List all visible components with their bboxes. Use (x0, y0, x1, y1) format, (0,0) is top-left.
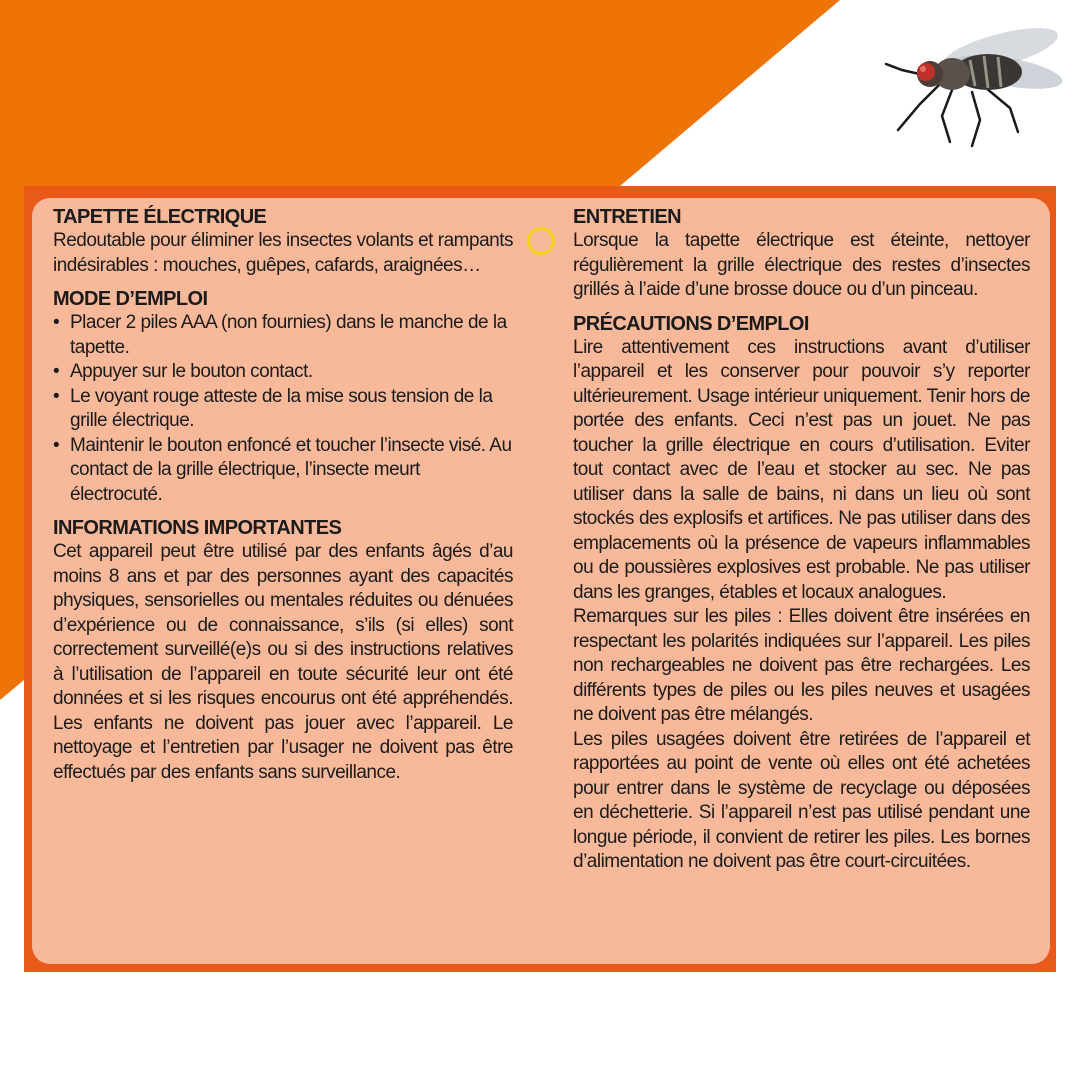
mode-emploi-list (53, 311, 513, 507)
section-title-tapette: TAPETTE ÉLECTRIQUE (53, 206, 267, 228)
section-title-informations: INFORMATIONS IMPORTANTES (53, 517, 342, 539)
highlight-circle-icon (527, 227, 555, 255)
right-column (573, 205, 1030, 875)
section-text-precautions: Lire attentivement ces instructions avant d’utiliser l’appareil et les conserver pour pouvoir s’y reporter ultérieurement. Usage intérieur uniquement. Tenir hors de portée des enfants. Ceci n’est pas un jouet. Ne pas toucher la grille électrique en cours d’utilisation. Eviter tout contact avec de l’eau et stocker au sec. Ne pas utiliser dans la salle de bains, ni dans un lieu où sont stockés des explosifs et artifices. Ne pas utiliser dans des emplacements où la présence de vapeurs inflammables ou de poussières explosives est probable. Ne pas utiliser dans les granges, étables et locaux analogues. (573, 336, 1030, 603)
list-item: • Placer 2 piles AAA (non fournies) dans le manche de la tapette. (53, 311, 513, 360)
section-text-piles-recyclage: Les piles usagées doivent être retirées de l’appareil et rapportées au point de vente où elles ont été achetées pour entrer dans le système de recyclage ou déposées en déchetterie. Si l’appareil n’est pas utilisé pendant une longue période, il convient de retirer les piles. Les bornes d’alimentation ne doivent pas être court-circuitées. (573, 728, 1030, 872)
section-text-tapette: Redoutable pour éliminer les insectes volants et rampants indésirables : mouches, guêpes, cafards, araignées… (53, 230, 513, 276)
section-text-informations: Cet appareil peut être utilisé par des enfants âgés d’au moins 8 ans et par des personnes ayant des capacités physiques, sensorielles ou mentales réduites ou dénuées d’expérience ou de connaissance, s’ils (si elles) sont correctement surveillé(e)s ou si des instructions relatives à l’utilisation de l’appareil en toute sécurité leur ont été données et si les risques encourus ont été appréhendés. Les enfants ne doivent pas jouer avec l’appareil. Le nettoyage et l’entretien par l’usager ne doivent pas être effectués par des enfants sans surveillance. (53, 541, 513, 783)
section-text-piles-remarques: Remarques sur les piles : Elles doivent être insérées en respectant les polarités indiquées sur l’appareil. Les piles non rechargeables ne doivent pas être rechargées. Les différents types de piles ou les piles neuves et usagées ne doivent pas être mélangés. (573, 606, 1030, 725)
section-title-mode-emploi: MODE D’EMPLOI (53, 288, 208, 310)
fly-icon (880, 12, 1070, 152)
list-item: • Le voyant rouge atteste de la mise sous tension de la grille électrique. (53, 385, 513, 434)
section-title-precautions: PRÉCAUTIONS D’EMPLOI (573, 312, 809, 335)
left-column (53, 205, 513, 785)
section-title-entretien: ENTRETIEN (573, 206, 681, 228)
section-text-entretien: Lorsque la tapette électrique est éteinte, nettoyer régulièrement la grille électrique des restes d’insectes grillés à l’aide d’une brosse douce ou d’un pinceau. (573, 230, 1030, 300)
list-item: • Maintenir le bouton enfoncé et toucher l’insecte visé. Au contact de la grille électrique, l’insecte meurt électrocuté. (53, 434, 513, 508)
list-item: • Appuyer sur le bouton contact. (53, 360, 513, 385)
